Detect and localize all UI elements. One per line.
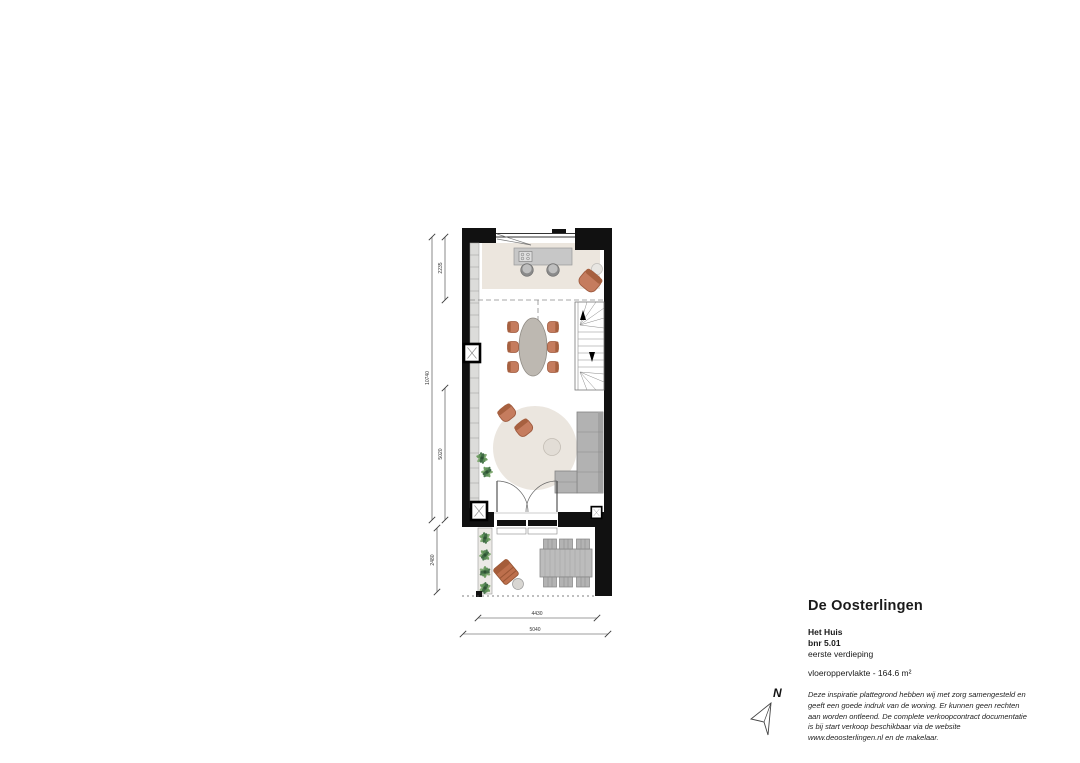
wall-nib — [552, 229, 566, 233]
outdoor-chair — [544, 577, 557, 587]
house-name: Het Huis — [808, 627, 843, 637]
dining-table — [519, 318, 547, 376]
dimension-label-width-inner: 4430 — [531, 611, 543, 617]
dimension-label-terrace-depth: 2480 — [430, 554, 436, 566]
dining-chair — [548, 322, 559, 333]
staircase — [575, 302, 604, 390]
floor-name: eerste verdieping — [808, 649, 874, 659]
outdoor-chair — [560, 539, 573, 549]
north-label: N — [773, 686, 782, 700]
dimension-label-living-depth: 5020 — [438, 448, 444, 460]
left-wall-cabinets — [470, 243, 479, 508]
terrace — [462, 528, 595, 597]
north-arrow-icon — [751, 686, 782, 735]
dining-chair — [508, 342, 519, 353]
outdoor-chair — [560, 577, 573, 587]
outdoor-chair — [544, 539, 557, 549]
shaft-box — [464, 344, 480, 362]
bar-stool — [547, 264, 560, 277]
dining-chair — [508, 322, 519, 333]
dimension-label-overall-height: 10740 — [425, 371, 431, 385]
project-title: De Oosterlingen — [808, 598, 923, 614]
floor-area: vloeroppervlakte - 164.6 m² — [808, 668, 912, 678]
kitchen-island — [514, 248, 572, 265]
disclaimer-text: Deze inspiratie plattegrond hebben wij met zorg samengesteld en geeft een goede indruk van de woning. Er kunnen geen rechten aan worden ontleend. De complete verkoopcontract documentatie is bij start verkoop beschikbaar via de website www.deoosterlingen.nl en de makelaar. — [808, 690, 1027, 743]
dining-chair — [548, 342, 559, 353]
shaft-box — [471, 502, 487, 520]
outdoor-dining-table — [540, 549, 592, 577]
top-window — [496, 234, 575, 238]
dimension-label-width-overall: 5040 — [529, 627, 541, 633]
cooktop-icon — [519, 252, 532, 262]
outdoor-chair — [577, 539, 590, 549]
bar-stool — [521, 264, 534, 277]
outdoor-side-table — [513, 579, 524, 590]
dimension-label-kitchen-depth: 2235 — [438, 262, 444, 274]
outdoor-chair — [577, 577, 590, 587]
build-number: bnr 5.01 — [808, 638, 841, 648]
title-block — [808, 598, 1058, 744]
shaft-box-small — [591, 507, 601, 519]
coffee-table — [544, 439, 561, 456]
dining-chair — [508, 362, 519, 373]
dining-chair — [548, 362, 559, 373]
